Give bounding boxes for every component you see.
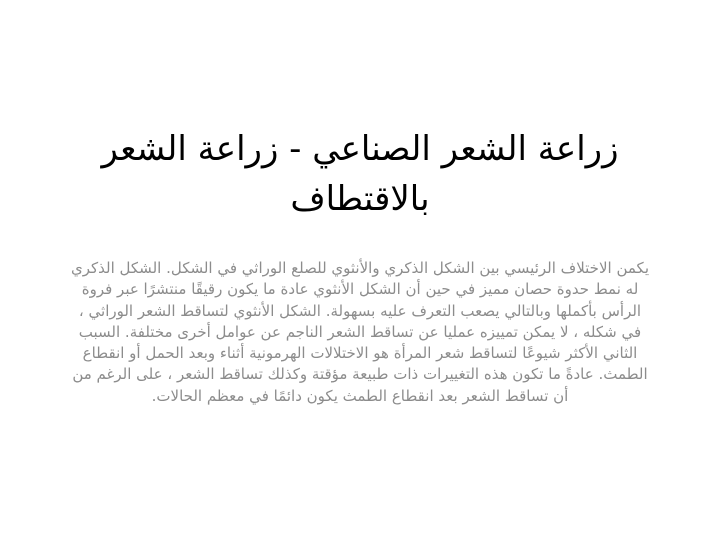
slide-title: زراعة الشعر الصناعي - زراعة الشعر بالاقتطاف — [101, 129, 619, 219]
slide-body-text: يكمن الاختلاف الرئيسي بين الشكل الذكري والأنثوي للصلع الوراثي في الشكل. الشكل الذكري له نمط حدوة حصان مميز في حين أن الشكل الأنثوي عادة ما يكون رقيقًا منتشرًا عبر فروة الرأس بأكملها وبالتالي يصعب التعرف عليه بسهولة. الشكل الأنثوي لتساقط الشعر الوراثي ، في شكله ، لا يمكن تمييزه عمليا عن تساقط الشعر الناجم عن عوامل أخرى مختلفة. السبب الثاني الأكثر شيوعًا لتساقط شعر المرأة هو الاختلالات الهرمونية أثناء وبعد الحمل أو انقطاع الطمث. عادةً ما تكون هذه التغييرات ذات طبيعة مؤقتة وكذلك تساقط الشعر ، على الرغم من أن تساقط الشعر بعد انقطاع الطمث يكون دائمًا في معظم الحالات. — [71, 259, 649, 405]
